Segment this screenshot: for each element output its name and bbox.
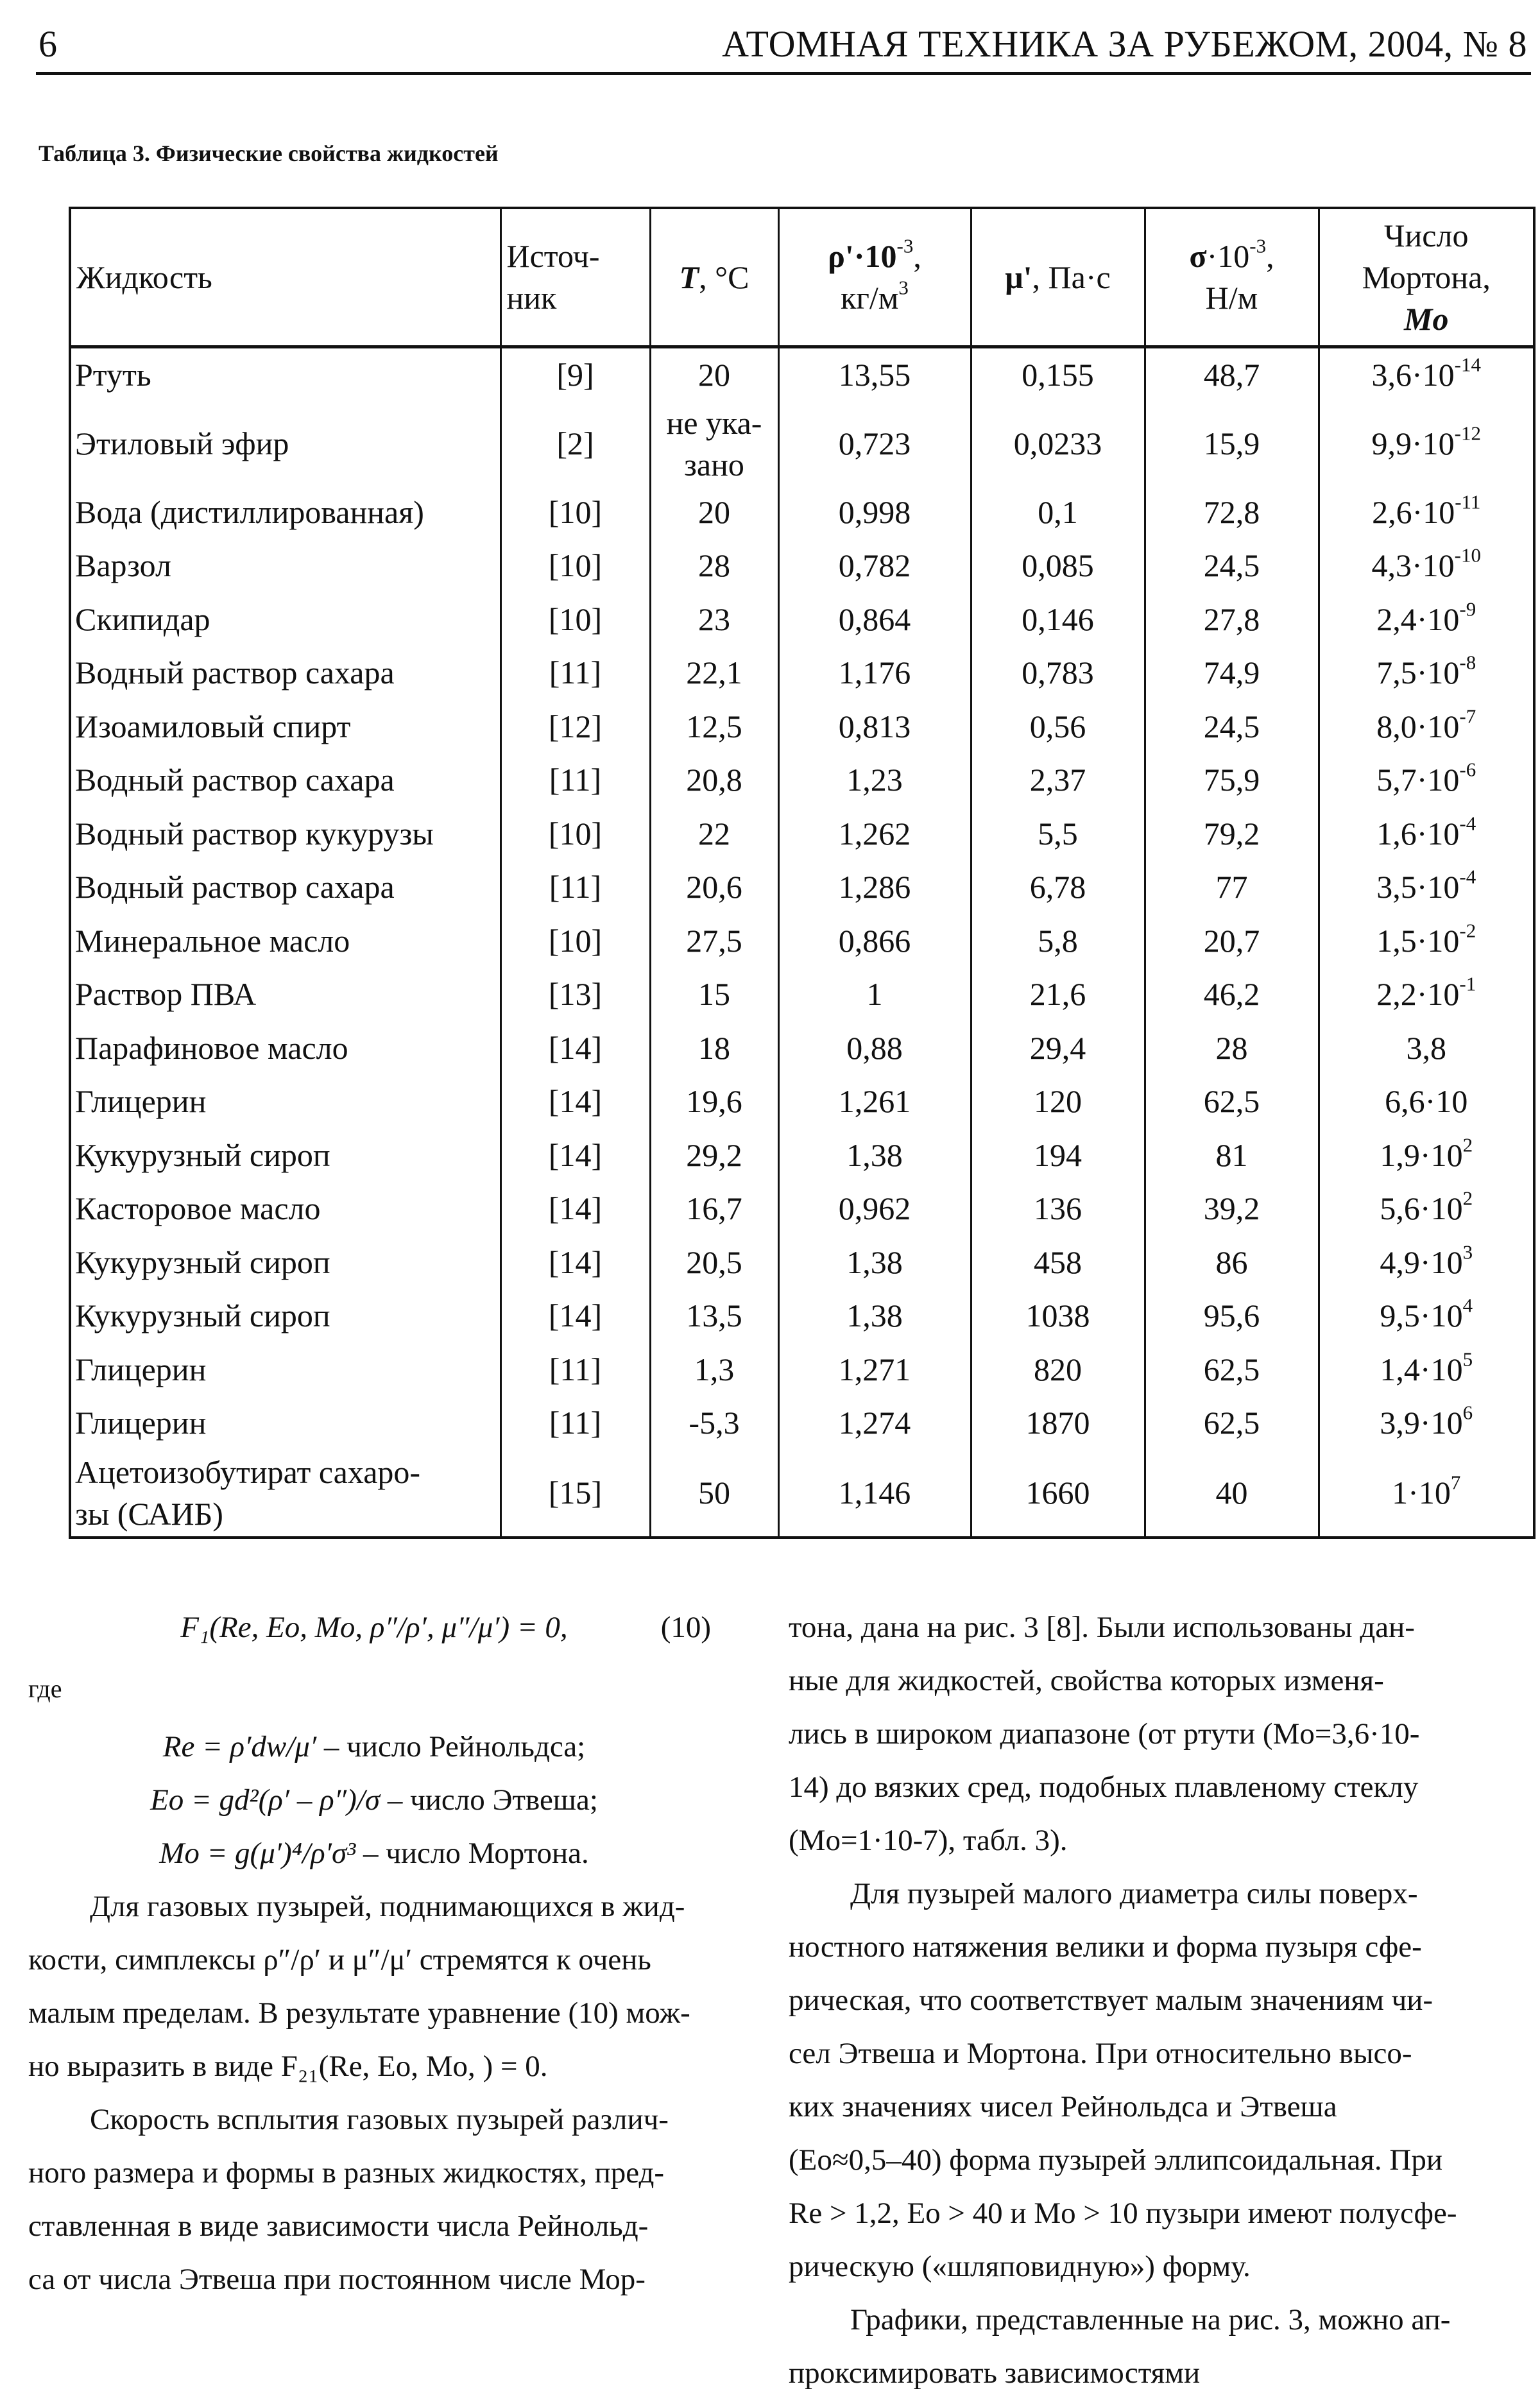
cell-viscosity: 0,085 [971,539,1145,593]
physical-properties-table [69,207,1536,1539]
cell-density: 1,262 [778,807,971,861]
cell-temperature: 16,7 [650,1182,778,1236]
right-paragraph-3 [789,2293,1530,2347]
cell-density: 0,864 [778,593,971,647]
text-line: (Eo≈0,5–40) форма пузырей эллипсоидальная. При [789,2143,1442,2177]
cell-viscosity: 5,5 [971,807,1145,861]
cell-morton [1319,1450,1534,1538]
cell-density: 1,286 [778,861,971,914]
cell-temperature: 20 [650,347,778,402]
morton-mantissa: 9,9·10 [1371,425,1455,461]
cell-morton [1319,968,1534,1022]
table-row [70,1075,1534,1129]
text-line: рическую («шляповидную») форму. [789,2250,1251,2283]
text-line: са от числа Этвеша при постоянном числе Мор- [28,2263,646,2296]
text-line: Re > 1,2, Eo > 40 и Mo > 10 пузыри имеют полусфе- [789,2197,1457,2230]
table-row [70,646,1534,700]
cell-morton [1319,914,1534,968]
cell-morton [1319,1343,1534,1397]
cell-surface-tension: 81 [1145,1129,1319,1183]
text-line: ностного натяжения велики и форма пузыря сфе- [789,1930,1422,1964]
text-line: кости, симплексы ρ″/ρ′ и μ″/μ′ стремятся к очень [28,1943,651,1976]
cell-viscosity: 120 [971,1075,1145,1129]
right-paragraph-2-cont [789,1921,1530,2293]
cell-morton [1319,753,1534,807]
morton-exponent: -1 [1459,972,1476,995]
cell-density: 1 [778,968,971,1022]
morton-exponent: -8 [1459,651,1476,674]
col-header-liquid-text: Жидкость [76,259,212,295]
cell-morton [1319,1289,1534,1343]
cell-density: 0,813 [778,700,971,754]
temperature-symbol: T [679,259,699,295]
text-line: Графики, представленные на рис. 3, можно ап- [850,2303,1451,2336]
where-label: где [28,1674,62,1703]
cell-density: 0,88 [778,1022,971,1076]
cell-temperature: 18 [650,1022,778,1076]
cell-surface-tension: 24,5 [1145,700,1319,754]
morton-mantissa: 6,6·10 [1385,1083,1468,1120]
cell-source: [11] [501,1343,650,1397]
morton-exponent: 6 [1462,1401,1473,1424]
morton-exponent: -4 [1459,812,1476,835]
text-line: (Mo=1·10-7), табл. 3). [789,1824,1068,1857]
equation-10-number: (10) [660,1611,711,1644]
cell-density: 0,723 [778,402,971,486]
text-line: но выразить в виде F₂₁(Re, Eo, Mo, ) = 0. [28,2050,548,2083]
tension-exponent: -3 [1249,234,1267,257]
text-line: сел Этвеша и Мортона. При относительно высо- [789,2037,1412,2070]
viscosity-unit: , Па·с [1032,259,1111,295]
cell-surface-tension: 95,6 [1145,1289,1319,1343]
cell-source: [13] [501,968,650,1022]
left-paragraph-2-cont [28,2147,720,2306]
table-row [70,593,1534,647]
cell-source: [9] [501,347,650,402]
morton-exponent: 7 [1450,1471,1461,1494]
morton-mantissa: 3,9·10 [1380,1405,1463,1441]
cell-source: [10] [501,593,650,647]
cell-temperature: 19,6 [650,1075,778,1129]
cell-temperature: 15 [650,968,778,1022]
cell-density: 1,23 [778,753,971,807]
cell-surface-tension: 86 [1145,1236,1319,1290]
cell-temperature: 22 [650,807,778,861]
cell-liquid: Касторовое масло [70,1182,501,1236]
text-column-right [789,1601,1530,2400]
cell-density: 0,782 [778,539,971,593]
cell-source: [10] [501,807,650,861]
cell-viscosity: 6,78 [971,861,1145,914]
table-row [70,914,1534,968]
morton-mantissa: 1,4·10 [1380,1351,1463,1387]
cell-source: [10] [501,539,650,593]
morton-line1: Число [1384,217,1469,253]
text-line: проксимировать зависимостями [789,2356,1201,2390]
cell-density: 1,261 [778,1075,971,1129]
cell-viscosity: 136 [971,1182,1145,1236]
cell-temperature: 22,1 [650,646,778,700]
cell-liquid: Водный раствор сахара [70,646,501,700]
cell-surface-tension: 62,5 [1145,1396,1319,1450]
def-re-formula: Re = ρ′dw/μ′ [162,1730,317,1763]
morton-mantissa: 4,3·10 [1371,547,1455,584]
col-header-temperature [650,208,778,347]
cell-liquid: Парафиновое масло [70,1022,501,1076]
morton-mantissa: 1,5·10 [1376,922,1460,959]
text-line: ные для жидкостей, свойства которых изменя- [789,1664,1384,1697]
col-header-density [778,208,971,347]
cell-viscosity: 1038 [971,1289,1145,1343]
cell-density: 1,38 [778,1129,971,1183]
cell-surface-tension: 75,9 [1145,753,1319,807]
cell-morton [1319,486,1534,540]
tension-factor: ·10 [1206,238,1250,274]
cell-density: 1,274 [778,1396,971,1450]
cell-liquid: Скипидар [70,593,501,647]
cell-surface-tension: 74,9 [1145,646,1319,700]
cell-liquid: Водный раствор сахара [70,753,501,807]
text-line: 14) до вязких сред, подобных плавленому стеклу [789,1770,1419,1804]
cell-source: [12] [501,700,650,754]
cell-liquid: Кукурузный сироп [70,1129,501,1183]
col-header-source [501,208,650,347]
morton-mantissa: 5,6·10 [1380,1190,1463,1227]
page-number: 6 [38,23,57,65]
table-row [70,1450,1534,1538]
text-column-left [28,1601,720,2306]
tension-symbol: σ [1189,238,1207,274]
cell-liquid: Изоамиловый спирт [70,700,501,754]
cell-temperature: 23 [650,593,778,647]
cell-viscosity: 458 [971,1236,1145,1290]
morton-mantissa: 2,2·10 [1376,976,1460,1013]
cell-surface-tension: 24,5 [1145,539,1319,593]
equation-10-body: F₁(Re, Eo, Mo, ρ″/ρ′, μ″/μ′) = 0, [180,1611,568,1644]
cell-morton [1319,1022,1534,1076]
morton-exponent: 2 [1462,1187,1473,1210]
cell-viscosity: 21,6 [971,968,1145,1022]
journal-title: АТОМНАЯ ТЕХНИКА ЗА РУБЕЖОМ, 2004, № 8 [722,23,1527,65]
text-line: ставленная в виде зависимости числа Рейнольд- [28,2209,649,2243]
cell-surface-tension: 20,7 [1145,914,1319,968]
density-unit-exponent: 3 [898,276,909,299]
morton-exponent: -11 [1455,490,1481,513]
morton-exponent: 2 [1462,1133,1473,1156]
table-row [70,1022,1534,1076]
cell-source: [2] [501,402,650,486]
morton-mantissa: 3,6·10 [1371,357,1455,393]
morton-mantissa: 2,4·10 [1376,601,1460,637]
morton-symbol: Mo [1404,300,1449,337]
cell-viscosity: 0,0233 [971,402,1145,486]
table-header-row [70,208,1534,347]
table-row [70,539,1534,593]
text-line: лись в широком диапазоне (от ртути (Mo=3,6·10- [789,1717,1420,1751]
text-line: тона, дана на рис. 3 [8]. Были использованы дан- [789,1611,1415,1644]
temperature-unit: , °C [699,259,749,295]
cell-surface-tension: 39,2 [1145,1182,1319,1236]
cell-liquid: Глицерин [70,1075,501,1129]
cell-temperature: 20,6 [650,861,778,914]
table-row [70,807,1534,861]
text-line: малым пределам. В результате уравнение (10) мож- [28,1996,690,2030]
cell-viscosity: 0,56 [971,700,1145,754]
density-unit: кг/м [841,280,899,316]
right-paragraph-1 [789,1601,1530,1867]
tension-unit: Н/м [1205,280,1258,316]
cell-viscosity: 0,146 [971,593,1145,647]
def-eo-formula: Eo = gd²(ρ′ – ρ″)/σ [150,1783,381,1817]
text-line: Для газовых пузырей, поднимающихся в жид- [90,1890,685,1923]
header-rule [36,72,1531,75]
cell-density: 1,38 [778,1236,971,1290]
morton-exponent: 4 [1462,1294,1473,1317]
cell-temperature [650,402,778,486]
cell-surface-tension: 62,5 [1145,1343,1319,1397]
cell-surface-tension: 40 [1145,1450,1319,1538]
cell-density: 13,55 [778,347,971,402]
cell-density: 1,146 [778,1450,971,1538]
cell-surface-tension: 79,2 [1145,807,1319,861]
definition-reynolds [28,1720,720,1774]
cell-surface-tension: 27,8 [1145,593,1319,647]
cell-morton [1319,1236,1534,1290]
table-row [70,753,1534,807]
cell-liquid: Кукурузный сироп [70,1289,501,1343]
text-line: рическая, что соответствует малым значениям чи- [789,1984,1433,2017]
table-row [70,861,1534,914]
morton-mantissa: 4,9·10 [1380,1244,1463,1280]
cell-temperature: 50 [650,1450,778,1538]
morton-exponent: 5 [1462,1348,1473,1371]
cell-temperature: 29,2 [650,1129,778,1183]
cell-liquid: Раствор ПВА [70,968,501,1022]
text-line: ких значениях чисел Рейнольдса и Этвеша [789,2090,1337,2123]
morton-mantissa: 9,5·10 [1380,1298,1463,1334]
cell-morton [1319,807,1534,861]
right-paragraph-3-cont [789,2347,1530,2400]
cell-source: [15] [501,1450,650,1538]
cell-liquid [70,1450,501,1538]
cell-source: [14] [501,1022,650,1076]
cell-liquid: Этиловый эфир [70,402,501,486]
definition-eotvos [28,1774,720,1827]
def-mo-text: – число Мортона. [355,1837,589,1870]
cell-viscosity: 820 [971,1343,1145,1397]
cell-liquid: Водный раствор кукурузы [70,807,501,861]
morton-mantissa: 2,6·10 [1372,493,1455,530]
table-row [70,1236,1534,1290]
morton-exponent: -9 [1459,597,1476,621]
cell-morton [1319,1396,1534,1450]
def-re-text: – число Рейнольдса; [316,1730,586,1763]
morton-line2: Мортона, [1362,259,1491,295]
cell-viscosity: 2,37 [971,753,1145,807]
cell-density: 0,866 [778,914,971,968]
table-row [70,1289,1534,1343]
cell-viscosity: 0,783 [971,646,1145,700]
cell-source: [11] [501,753,650,807]
cell-liquid: Вода (дистиллированная) [70,486,501,540]
cell-viscosity: 29,4 [971,1022,1145,1076]
cell-morton [1319,700,1534,754]
cell-viscosity: 194 [971,1129,1145,1183]
cell-source: [11] [501,1396,650,1450]
cell-surface-tension: 77 [1145,861,1319,914]
col-header-source-line1: Источ- [506,238,600,274]
morton-mantissa: 8,0·10 [1376,708,1460,744]
cell-morton [1319,861,1534,914]
cell-source: [10] [501,914,650,968]
cell-liquid: Глицерин [70,1343,501,1397]
morton-exponent: -10 [1454,544,1481,567]
morton-mantissa: 1·10 [1392,1475,1451,1511]
table-row [70,486,1534,540]
morton-mantissa: 1,9·10 [1380,1136,1463,1173]
cell-source: [11] [501,646,650,700]
cell-surface-tension: 15,9 [1145,402,1319,486]
cell-liquid: Глицерин [70,1396,501,1450]
cell-text-line: не ука- [666,404,762,441]
cell-text-line: зы (САИБ) [75,1495,223,1532]
cell-viscosity: 0,1 [971,486,1145,540]
table-row [70,1129,1534,1183]
col-header-surface-tension [1145,208,1319,347]
morton-exponent: -12 [1454,422,1481,445]
cell-morton [1319,646,1534,700]
table-row [70,402,1534,486]
cell-morton [1319,347,1534,402]
text-line: Для пузырей малого диаметра силы поверх- [850,1877,1418,1910]
table-row [70,1396,1534,1450]
cell-surface-tension: 28 [1145,1022,1319,1076]
cell-morton [1319,1129,1534,1183]
col-header-morton [1319,208,1534,347]
cell-temperature: 1,3 [650,1343,778,1397]
cell-morton [1319,1182,1534,1236]
cell-density: 1,271 [778,1343,971,1397]
tension-comma: , [1266,238,1274,274]
col-header-source-line2: ник [506,280,557,316]
cell-temperature: 27,5 [650,914,778,968]
cell-surface-tension: 48,7 [1145,347,1319,402]
cell-source: [14] [501,1289,650,1343]
cell-density: 1,176 [778,646,971,700]
cell-liquid: Водный раствор сахара [70,861,501,914]
cell-source: [10] [501,486,650,540]
text-line: Скорость всплытия газовых пузырей различ- [90,2103,669,2136]
cell-temperature: 28 [650,539,778,593]
cell-temperature: 12,5 [650,700,778,754]
cell-source: [14] [501,1236,650,1290]
morton-exponent: -6 [1459,758,1476,781]
left-paragraph-1 [28,1880,720,1933]
cell-morton [1319,539,1534,593]
cell-source: [14] [501,1129,650,1183]
cell-morton [1319,593,1534,647]
text-line: ного размера и формы в разных жидкостях, пред- [28,2156,665,2190]
cell-text-line: Ацетоизобутират сахаро- [75,1453,421,1490]
table-row [70,1182,1534,1236]
cell-temperature: 20,5 [650,1236,778,1290]
cell-temperature: 20,8 [650,753,778,807]
table-row [70,1343,1534,1397]
right-paragraph-2 [789,1867,1530,1921]
morton-mantissa: 5,7·10 [1376,762,1460,798]
cell-density: 1,38 [778,1289,971,1343]
def-eo-text: – число Этвеша; [380,1783,598,1817]
morton-mantissa: 1,6·10 [1376,815,1460,852]
cell-viscosity: 1660 [971,1450,1145,1538]
cell-temperature: 13,5 [650,1289,778,1343]
morton-mantissa: 3,8 [1406,1029,1446,1066]
left-paragraph-1-cont [28,1933,720,2093]
cell-viscosity: 1870 [971,1396,1145,1450]
morton-exponent: -14 [1454,353,1481,376]
cell-viscosity: 5,8 [971,914,1145,968]
cell-viscosity: 0,155 [971,347,1145,402]
cell-surface-tension: 72,8 [1145,486,1319,540]
def-mo-formula: Mo = g(μ′)⁴/ρ′σ³ [159,1837,356,1870]
cell-morton [1319,1075,1534,1129]
morton-exponent: -2 [1459,919,1476,942]
morton-exponent: -4 [1459,865,1476,888]
cell-morton [1319,402,1534,486]
morton-mantissa: 3,5·10 [1376,869,1460,905]
left-paragraph-2 [28,2093,720,2147]
cell-temperature: 20 [650,486,778,540]
cell-density: 0,998 [778,486,971,540]
definition-morton [28,1827,720,1880]
density-symbol: ρ'·10 [828,238,897,274]
morton-mantissa: 7,5·10 [1376,655,1460,691]
morton-exponent: -7 [1459,705,1476,728]
cell-liquid: Варзол [70,539,501,593]
morton-exponent: 3 [1462,1240,1473,1264]
cell-temperature: -5,3 [650,1396,778,1450]
cell-source: [14] [501,1182,650,1236]
cell-surface-tension: 62,5 [1145,1075,1319,1129]
viscosity-symbol: μ' [1005,259,1032,295]
table-caption: Таблица 3. Физические свойства жидкостей [38,141,499,166]
cell-source: [14] [501,1075,650,1129]
table-row [70,968,1534,1022]
density-exponent: -3 [896,234,914,257]
cell-liquid: Ртуть [70,347,501,402]
table-row [70,347,1534,402]
cell-surface-tension: 46,2 [1145,968,1319,1022]
cell-source: [11] [501,861,650,914]
cell-liquid: Минеральное масло [70,914,501,968]
cell-text-line: зано [684,446,744,483]
table-row [70,700,1534,754]
col-header-liquid [70,208,501,347]
equation-10 [28,1601,720,1654]
cell-liquid: Кукурузный сироп [70,1236,501,1290]
cell-density: 0,962 [778,1182,971,1236]
col-header-viscosity [971,208,1145,347]
density-comma: , [913,238,921,274]
